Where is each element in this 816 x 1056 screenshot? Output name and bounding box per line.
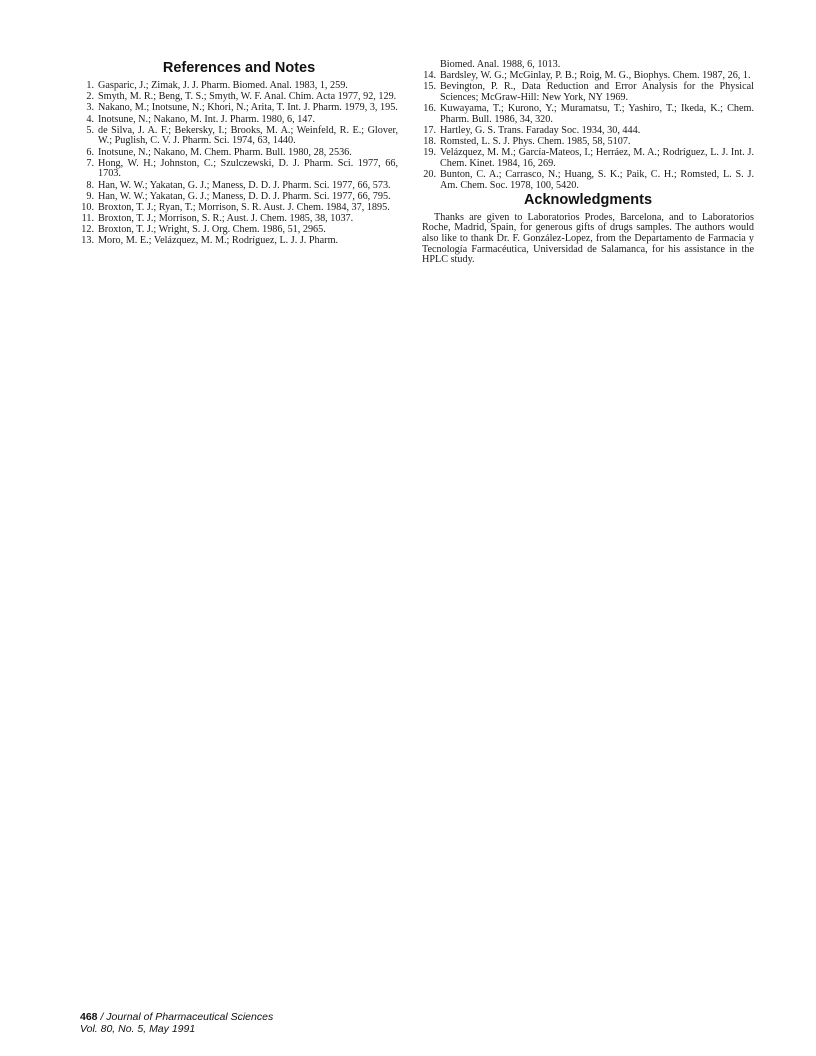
reference-item xyxy=(80,81,398,92)
reference-number: 10. xyxy=(81,201,94,213)
reference-number: 1. xyxy=(86,80,94,91)
reference-number: 4. xyxy=(86,113,94,125)
reference-number: 5. xyxy=(86,124,94,136)
reference-text: Bardsley, W. G.; McGinlay, P. B.; Roig, M. G., Biophys. Chem. 1987, 26, 1. xyxy=(440,70,751,82)
references-list xyxy=(80,81,398,247)
reference-text: Broxton, T. J.; Ryan, T.; Morrison, S. R. Aust. J. Chem. 1984, 37, 1895. xyxy=(98,201,390,213)
reference-number: 14. xyxy=(423,70,436,82)
right-column xyxy=(422,60,754,266)
reference-item xyxy=(80,181,398,192)
reference-text: Han, W. W.; Yakatan, G. J.; Maness, D. D. J. Pharm. Sci. 1977, 66, 795. xyxy=(98,190,391,202)
reference-text: Inotsune, N.; Nakano, M. Chem. Pharm. Bull. 1980, 28, 2536. xyxy=(98,146,352,158)
reference-item xyxy=(80,225,398,236)
reference-item xyxy=(80,203,398,214)
journal-name: / Journal of Pharmaceutical Sciences xyxy=(97,1011,274,1023)
reference-number: 7. xyxy=(86,157,94,169)
reference-item xyxy=(80,92,398,103)
reference-number: 16. xyxy=(423,103,436,115)
reference-text: Bunton, C. A.; Carrasco, N.; Huang, S. K.; Paik, C. H.; Romsted, L. S. J. Am. Chem. Soc. 1978, 100, 5420. xyxy=(440,169,754,191)
reference-number: 15. xyxy=(423,81,436,93)
reference-text: Han, W. W.; Yakatan, G. J.; Maness, D. D. J. Pharm. Sci. 1977, 66, 573. xyxy=(98,179,391,191)
reference-number: 19. xyxy=(423,147,436,159)
reference-item xyxy=(422,104,754,125)
reference-item xyxy=(80,126,398,147)
reference-text: Hong, W. H.; Johnston, C.; Szulczewski, D. J. Pharm. Sci. 1977, 66, 1703. xyxy=(98,157,398,180)
reference-item xyxy=(422,126,754,137)
reference-item xyxy=(422,170,754,191)
reference-text: Kuwayama, T.; Kurono, Y.; Muramatsu, T.; Yashiro, T.; Ikeda, K.; Chem. Pharm. Bull. 1986, 34, 320. xyxy=(440,103,754,125)
acknowledgments-text: Thanks are given to Laboratorios Prodes, Barcelona, and to Laboratorios Roche, Madrid, Spain, for generous gifts of drugs samples. The authors would also like to thank Dr. F. González-Lopez, from the Departamento de Farmacia y Tecnología Farmacéutica, Universidad de Salamanca, for his assistance in the HPLC study. xyxy=(422,211,754,266)
reference-item xyxy=(80,236,398,247)
reference-text: Moro, M. E.; Velázquez, M. M.; Rodríguez, L. J. J. Pharm. xyxy=(98,235,339,247)
references-list-continued xyxy=(422,71,754,191)
reference-text: Nakano, M.; Inotsune, N.; Khori, N.; Arita, T. Int. J. Pharm. 1979, 3, 195. xyxy=(98,102,398,114)
reference-number: 17. xyxy=(423,124,436,136)
reference-number: 18. xyxy=(423,136,436,148)
acknowledgments-heading: Acknowledgments xyxy=(523,191,653,208)
reference-text: Romsted, L. S. J. Phys. Chem. 1985, 58, 5107. xyxy=(440,136,631,148)
left-column xyxy=(80,60,398,248)
page-footer xyxy=(80,1011,273,1035)
reference-item xyxy=(80,192,398,203)
reference-item xyxy=(422,82,754,103)
reference-number: 11. xyxy=(81,213,94,225)
reference-number: 12. xyxy=(81,224,94,236)
reference-text: de Silva, J. A. F.; Bekersky, I.; Brooks, M. A.; Weinfeld, R. E.; Glover, W.; Puglish, C. V. J. Pharm. Sci. 1974, 63, 1440. xyxy=(98,124,398,147)
reference-text: Gasparic, J.; Zimak, J. J. Pharm. Biomed. Anal. 1983, 1, 259. xyxy=(98,80,348,91)
reference-number: 20. xyxy=(423,169,436,181)
reference-number: 3. xyxy=(86,102,94,114)
reference-item xyxy=(80,148,398,159)
references-heading: References and Notes xyxy=(162,60,316,76)
reference-number: 13. xyxy=(81,235,94,247)
reference-text: Hartley, G. S. Trans. Faraday Soc. 1934, 30, 444. xyxy=(440,124,641,136)
reference-text: Bevington, P. R., Data Reduction and Error Analysis for the Physical Sciences; McGraw-Hill: New York, NY 1969. xyxy=(440,81,754,103)
footer-line-1 xyxy=(80,1011,273,1023)
reference-text: Inotsune, N.; Nakano, M. Int. J. Pharm. 1980, 6, 147. xyxy=(98,113,316,125)
reference-text: Velázquez, M. M.; García-Mateos, I.; Herráez, M. A.; Rodríguez, L. J. Int. J. Chem. Kinet. 1984, 16, 269. xyxy=(440,147,754,169)
reference-item xyxy=(80,103,398,114)
reference-number: 6. xyxy=(86,146,94,158)
reference-number: 8. xyxy=(86,179,94,191)
reference-continuation: Biomed. Anal. 1988, 6, 1013. xyxy=(440,59,561,70)
reference-text: Smyth, M. R.; Beng, T. S.; Smyth, W. F. Anal. Chim. Acta 1977, 92, 129. xyxy=(98,91,397,103)
reference-item xyxy=(80,214,398,225)
reference-item xyxy=(422,148,754,169)
reference-item xyxy=(422,71,754,82)
reference-text: Broxton, T. J.; Wright, S. J. Org. Chem. 1986, 51, 2965. xyxy=(98,224,326,236)
journal-volume: Vol. 80, No. 5, May 1991 xyxy=(80,1023,196,1035)
page-number: 468 xyxy=(80,1011,98,1023)
reference-item xyxy=(422,137,754,148)
reference-item xyxy=(80,115,398,126)
reference-number: 2. xyxy=(86,91,94,103)
reference-number: 9. xyxy=(86,190,94,202)
reference-item xyxy=(80,159,398,180)
reference-text: Broxton, T. J.; Morrison, S. R.; Aust. J. Chem. 1985, 38, 1037. xyxy=(98,213,354,225)
